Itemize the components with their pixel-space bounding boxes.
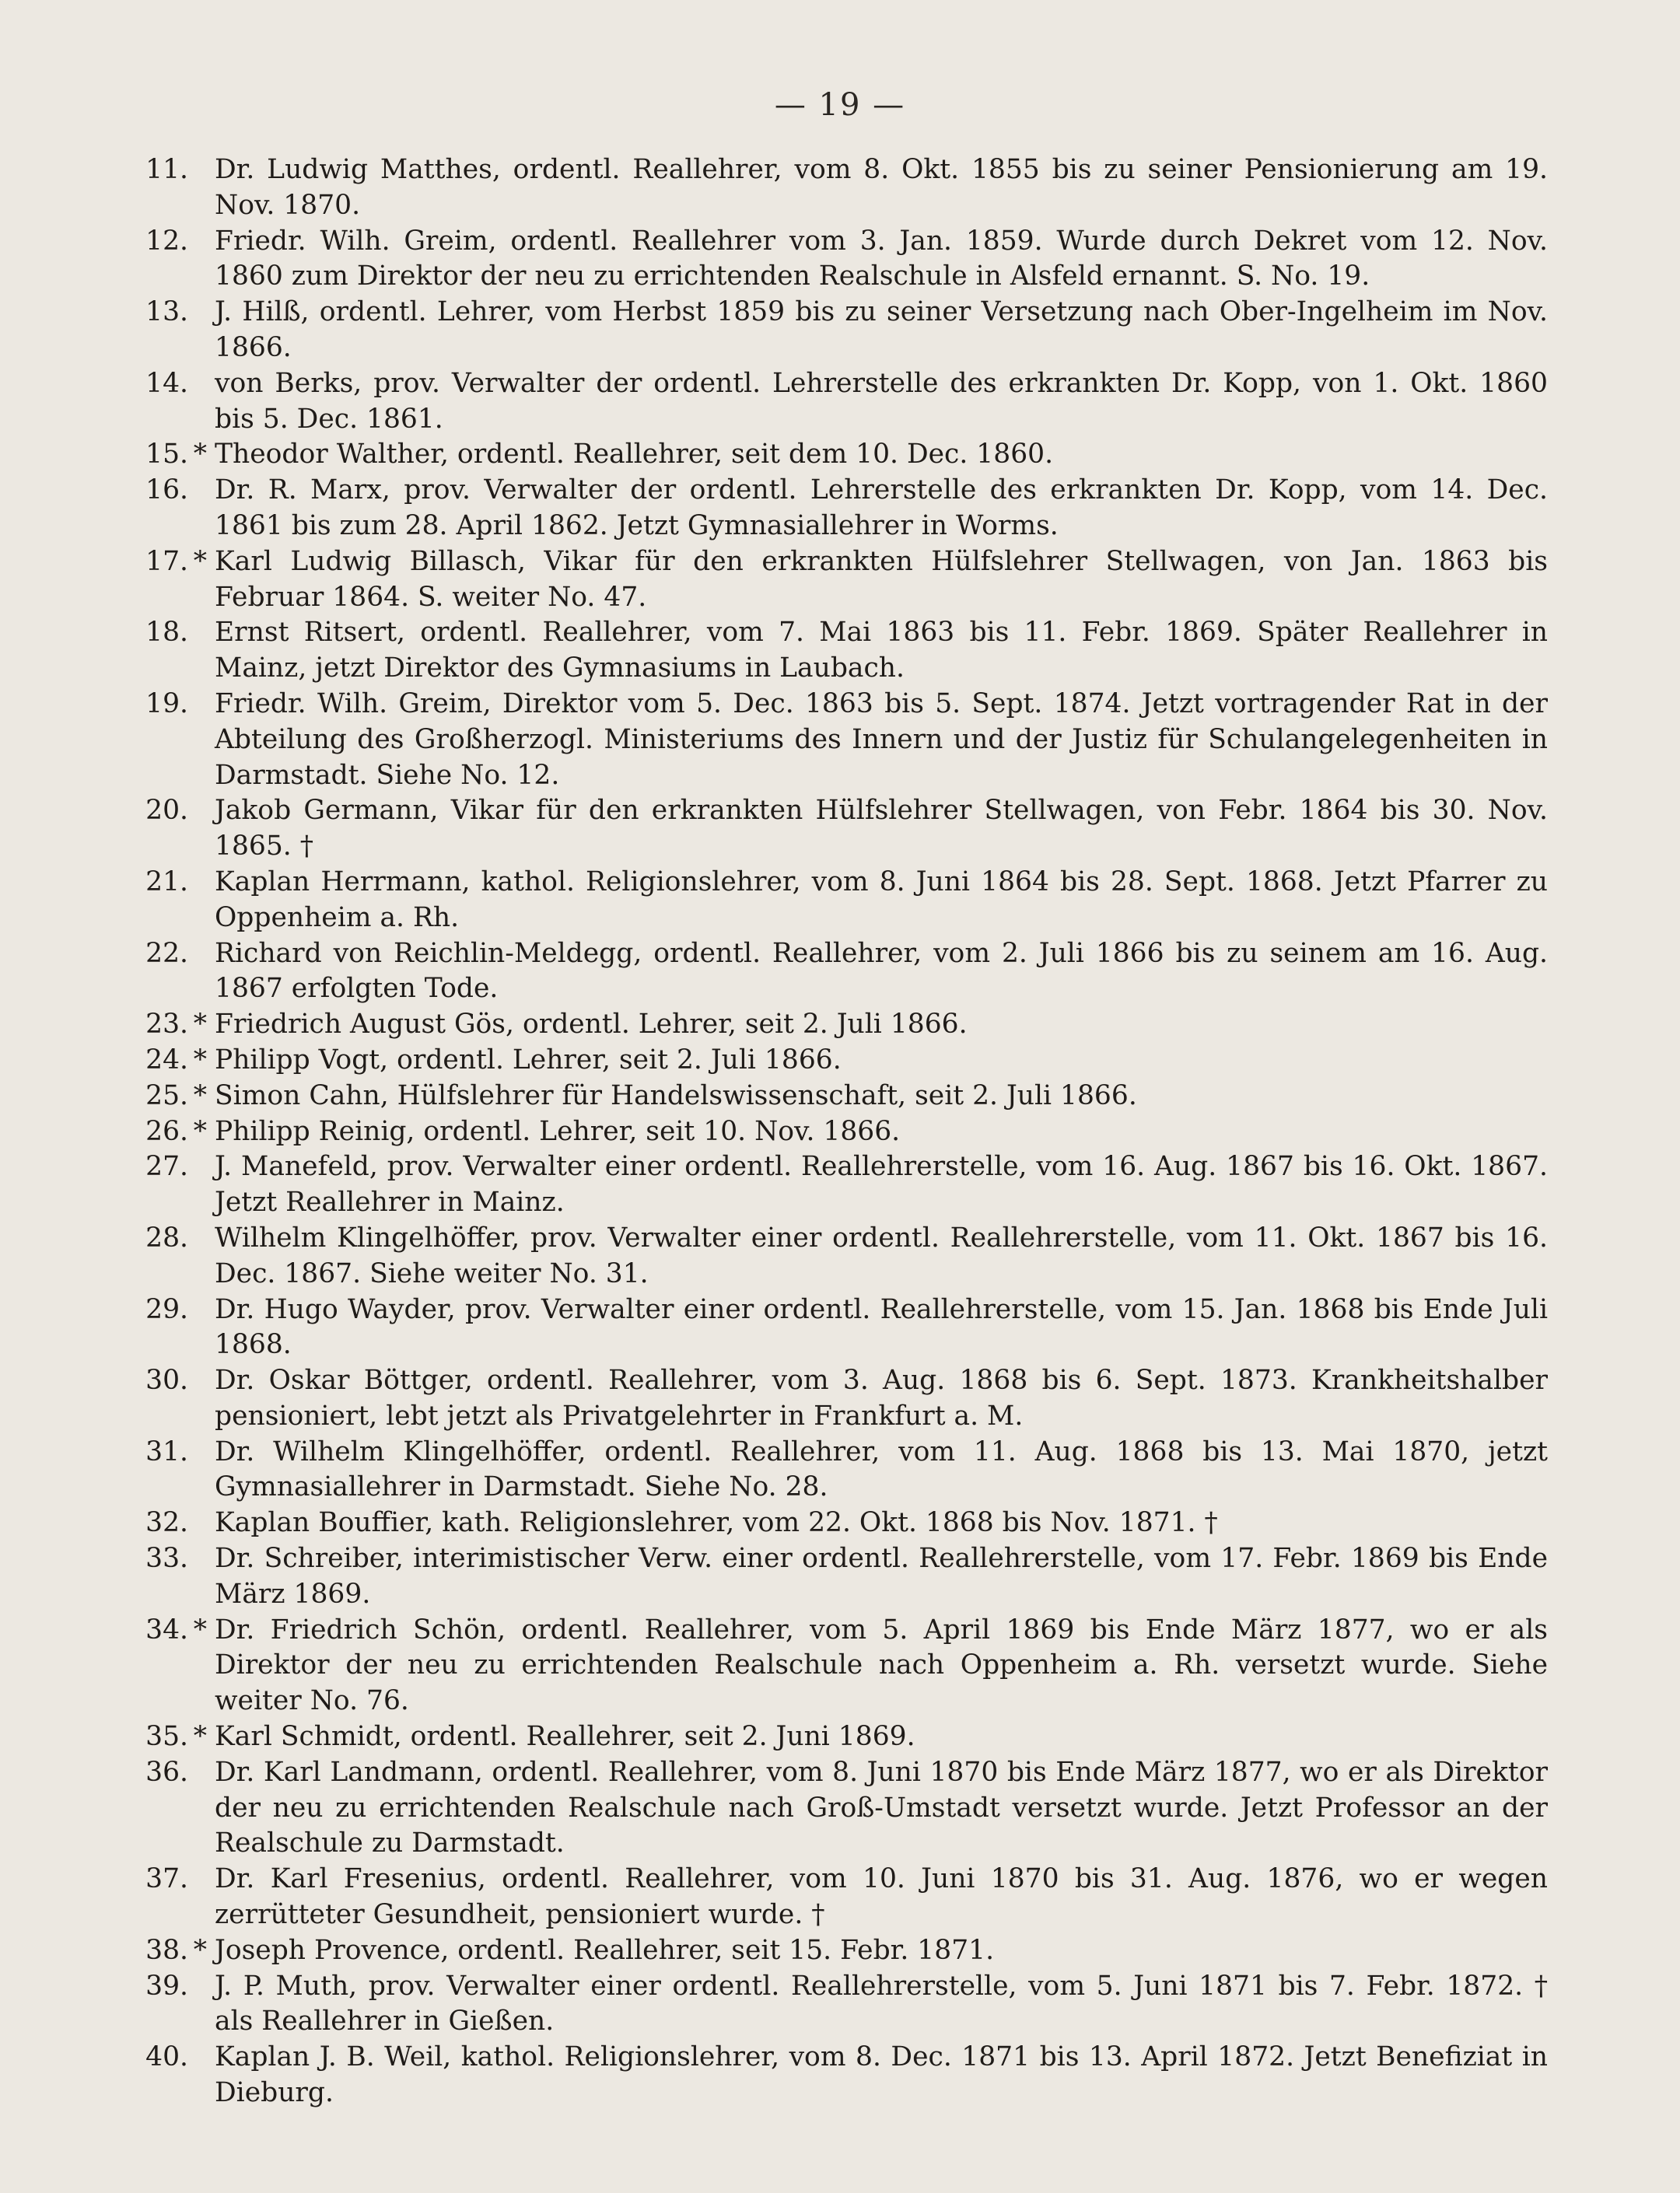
list-item <box>124 1007 1548 1043</box>
staff-list <box>124 152 1548 2111</box>
entry-number: 40. <box>145 2041 188 2073</box>
entry-marker: * <box>193 545 207 577</box>
entry-number: 17. <box>145 545 188 577</box>
entry-text: Friedr. Wilh. Greim, Direktor vom 5. Dec. 1863 bis 5. Sept. 1874. Jetzt vortragender Rat in der Abteilung des Großherzogl. Ministeriums des Innern und der Justiz für Schulangelegenheiten in Darmstadt. Siehe No. 12. <box>215 687 1548 791</box>
entry-text: Philipp Vogt, ordentl. Lehrer, seit 2. Juli 1866. <box>215 1044 842 1076</box>
entry-text: Dr. Ludwig Matthes, ordentl. Reallehrer, vom 8. Okt. 1855 bis zu seiner Pensionierung am 19. Nov. 1870. <box>215 154 1548 221</box>
list-item <box>124 1506 1548 1541</box>
list-item <box>124 1149 1548 1221</box>
entry-marker: * <box>193 1614 207 1646</box>
entry-number: 21. <box>145 866 188 897</box>
entry-text: Kaplan Herrmann, kathol. Religionslehrer, vom 8. Juni 1864 bis 28. Sept. 1868. Jetzt Pfarrer zu Oppenheim a. Rh. <box>215 866 1548 933</box>
list-item <box>124 1435 1548 1506</box>
entry-text: Kaplan Bouffier, kath. Religionslehrer, vom 22. Okt. 1868 bis Nov. 1871. † <box>215 1507 1218 1539</box>
entry-number: 15. <box>145 439 188 470</box>
entry-number: 29. <box>145 1293 188 1325</box>
entry-text: Jakob Germann, Vikar für den erkrankten Hülfslehrer Stellwagen, von Febr. 1864 bis 30. Nov. 1865. † <box>215 795 1548 862</box>
page-number: — 19 — <box>774 87 906 123</box>
entry-text: Kaplan J. B. Weil, kathol. Religionslehrer, vom 8. Dec. 1871 bis 13. April 1872. Jetzt Benefiziat in Dieburg. <box>215 2041 1548 2109</box>
list-item <box>124 936 1548 1008</box>
entry-number: 13. <box>145 296 188 328</box>
entry-number: 35. <box>145 1721 188 1753</box>
entry-marker: * <box>193 1044 207 1076</box>
entry-text: Dr. Friedrich Schön, ordentl. Reallehrer, vom 5. April 1869 bis Ende März 1877, wo er als Direktor der neu zu errichtenden Realschule nach Oppenheim a. Rh. versetzt wurde. Siehe weiter No. 76. <box>215 1614 1548 1717</box>
list-item <box>124 793 1548 865</box>
list-item <box>124 1221 1548 1292</box>
entry-text: Theodor Walther, ordentl. Reallehrer, seit dem 10. Dec. 1860. <box>215 439 1054 470</box>
list-item <box>124 366 1548 438</box>
entry-number: 22. <box>145 937 188 969</box>
entry-number: 24. <box>145 1044 188 1076</box>
entry-text: Dr. Karl Fresenius, ordentl. Reallehrer, vom 10. Juni 1870 bis 31. Aug. 1876, wo er wegen zerrütteter Gesundheit, pensioniert wurde. † <box>215 1863 1548 1931</box>
list-item <box>124 295 1548 366</box>
entry-number: 28. <box>145 1222 188 1254</box>
list-item <box>124 544 1548 616</box>
entry-text: J. Hilß, ordentl. Lehrer, vom Herbst 1859 bis zu seiner Versetzung nach Ober-Ingelheim im Nov. 1866. <box>215 296 1548 363</box>
entry-number: 18. <box>145 617 188 649</box>
list-item <box>124 1755 1548 1862</box>
entry-number: 36. <box>145 1756 188 1788</box>
list-item <box>124 473 1548 544</box>
entry-number: 23. <box>145 1009 188 1041</box>
entry-number: 30. <box>145 1365 188 1397</box>
entry-number: 27. <box>145 1151 188 1183</box>
entry-number: 26. <box>145 1115 188 1147</box>
entry-number: 31. <box>145 1436 188 1467</box>
entry-text: Friedr. Wilh. Greim, ordentl. Reallehrer vom 3. Jan. 1859. Wurde durch Dekret vom 12. Nov. 1860 zum Direktor der neu zu errichtenden Realschule in Alsfeld ernannt. S. No. 19. <box>215 225 1548 292</box>
list-item <box>124 224 1548 296</box>
entry-text: Simon Cahn, Hülfslehrer für Handelswissenschaft, seit 2. Juli 1866. <box>215 1079 1137 1111</box>
entry-number: 37. <box>145 1863 188 1895</box>
entry-marker: * <box>193 1079 207 1111</box>
list-item <box>124 1114 1548 1150</box>
list-item <box>124 865 1548 936</box>
entry-text: Karl Ludwig Billasch, Vikar für den erkrankten Hülfslehrer Stellwagen, von Jan. 1863 bis Februar 1864. S. weiter No. 47. <box>215 545 1548 613</box>
list-item <box>124 1719 1548 1755</box>
entry-number: 32. <box>145 1507 188 1539</box>
list-item <box>124 1363 1548 1435</box>
entry-text: J. P. Muth, prov. Verwalter einer ordentl. Reallehrerstelle, vom 5. Juni 1871 bis 7. Febr. 1872. † als Reallehrer in Gießen. <box>215 1970 1548 2037</box>
entry-text: von Berks, prov. Verwalter der ordentl. Lehrerstelle des erkrankten Dr. Kopp, von 1. Okt. 1860 bis 5. Dec. 1861. <box>215 367 1548 435</box>
list-item <box>124 1292 1548 1364</box>
entry-text: Dr. Wilhelm Klingelhöffer, ordentl. Reallehrer, vom 11. Aug. 1868 bis 13. Mai 1870, jetzt Gymnasiallehrer in Darmstadt. Siehe No. 28. <box>215 1436 1548 1503</box>
entry-text: Dr. R. Marx, prov. Verwalter der ordentl. Lehrerstelle des erkrankten Dr. Kopp, vom 14. Dec. 1861 bis zum 28. April 1862. Jetzt Gymnasiallehrer in Worms. <box>215 474 1548 541</box>
entry-number: 12. <box>145 225 188 257</box>
entry-text: Dr. Schreiber, interimistischer Verw. einer ordentl. Reallehrerstelle, vom 17. Febr. 1869 bis Ende März 1869. <box>215 1543 1548 1610</box>
entry-number: 25. <box>145 1079 188 1111</box>
entry-number: 33. <box>145 1543 188 1575</box>
entry-text: Dr. Oskar Böttger, ordentl. Reallehrer, vom 3. Aug. 1868 bis 6. Sept. 1873. Krankheitshalber pensioniert, lebt jetzt als Privatgelehrter in Frankfurt a. M. <box>215 1365 1548 1432</box>
list-item <box>124 1969 1548 2041</box>
entry-number: 39. <box>145 1970 188 2002</box>
entry-number: 34. <box>145 1614 188 1646</box>
entry-text: Ernst Ritsert, ordentl. Reallehrer, vom 7. Mai 1863 bis 11. Febr. 1869. Später Reallehrer in Mainz, jetzt Direktor des Gymnasiums in Laubach. <box>215 617 1548 684</box>
entry-marker: * <box>193 1721 207 1753</box>
list-item <box>124 1079 1548 1114</box>
entry-marker: * <box>193 1009 207 1041</box>
list-item <box>124 1862 1548 1933</box>
list-item <box>124 1613 1548 1719</box>
entry-text: Dr. Hugo Wayder, prov. Verwalter einer ordentl. Reallehrerstelle, vom 15. Jan. 1868 bis Ende Juli 1868. <box>215 1293 1548 1361</box>
entry-number: 19. <box>145 687 188 719</box>
list-item <box>124 1933 1548 1969</box>
list-item <box>124 1043 1548 1079</box>
list-item <box>124 615 1548 687</box>
list-item <box>124 2040 1548 2111</box>
entry-text: Karl Schmidt, ordentl. Reallehrer, seit 2. Juni 1869. <box>215 1721 915 1753</box>
list-item <box>124 152 1548 224</box>
entry-marker: * <box>193 1934 207 1966</box>
entry-number: 11. <box>145 154 188 185</box>
list-item <box>124 687 1548 793</box>
entry-number: 38. <box>145 1934 188 1966</box>
entry-text: Wilhelm Klingelhöffer, prov. Verwalter einer ordentl. Reallehrerstelle, vom 11. Okt. 1867 bis 16. Dec. 1867. Siehe weiter No. 31. <box>215 1222 1548 1289</box>
entry-text: Richard von Reichlin-Meldegg, ordentl. Reallehrer, vom 2. Juli 1866 bis zu seinem am 16. Aug. 1867 erfolgten Tode. <box>215 937 1548 1005</box>
entry-marker: * <box>193 1115 207 1147</box>
entry-number: 16. <box>145 474 188 506</box>
list-item <box>124 437 1548 473</box>
entry-text: Dr. Karl Landmann, ordentl. Reallehrer, vom 8. Juni 1870 bis Ende März 1877, wo er als Direktor der neu zu errichtenden Realschule nach Groß-Umstadt versetzt wurde. Jetzt Professor an der Realschule zu Darmstadt. <box>215 1756 1548 1859</box>
entry-text: Friedrich August Gös, ordentl. Lehrer, seit 2. Juli 1866. <box>215 1009 968 1041</box>
entry-marker: * <box>193 439 207 470</box>
entry-text: J. Manefeld, prov. Verwalter einer ordentl. Reallehrerstelle, vom 16. Aug. 1867 bis 16. Okt. 1867. Jetzt Reallehrer in Mainz. <box>215 1151 1548 1219</box>
entry-number: 20. <box>145 795 188 827</box>
entry-number: 14. <box>145 367 188 399</box>
entry-text: Philipp Reinig, ordentl. Lehrer, seit 10. Nov. 1866. <box>215 1115 901 1147</box>
entry-text: Joseph Provence, ordentl. Reallehrer, seit 15. Febr. 1871. <box>215 1934 995 1966</box>
list-item <box>124 1541 1548 1613</box>
